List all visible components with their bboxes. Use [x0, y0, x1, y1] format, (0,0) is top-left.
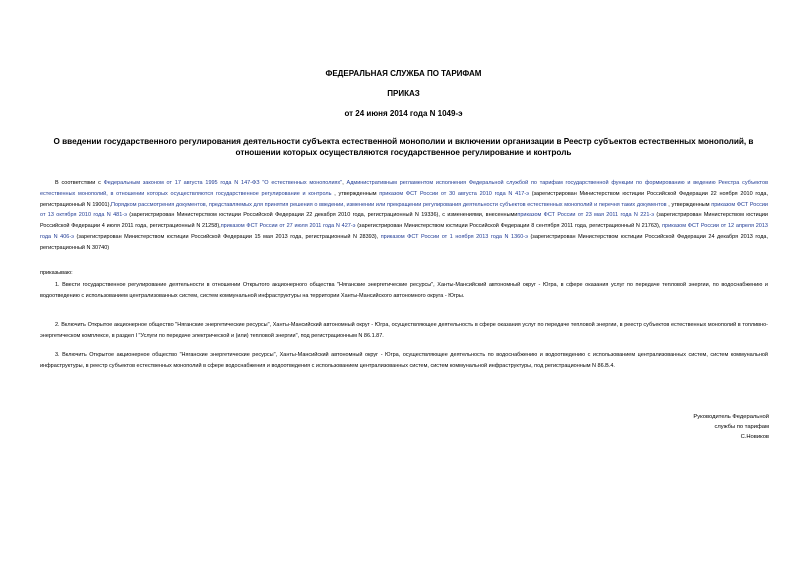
- preamble-text: (зарегистрирован Министерством юстиции Российской Федерации 15 мая 2013 года, регистрационный N 28393),: [73, 233, 381, 240]
- link-order-427[interactable]: приказом ФСТ России от 27 июля 2011 года N 427-э: [220, 223, 356, 230]
- link-order-406[interactable]: приказом ФСТ России от 12 апреля 2013 года N 406-э: [40, 223, 768, 240]
- document-date-number: от 24 июня 2014 года N 1049-э: [344, 109, 463, 118]
- preamble-paragraph: [40, 178, 768, 254]
- signature-block: [569, 412, 769, 442]
- preamble-text: В соответствии с: [55, 180, 104, 186]
- order-item-1: 1. Ввести государственное регулирование деятельности в отношении Открытого акционерного общества "Няганские энергетические ресурсы", Ханты-Мансийский автономный округ - Югра, в сфере оказания услуг по передаче тепловой энергии, по водоснабжению и водоотведению с использованием централизованных систем, систем коммунальной инфраструктуры на территории Ханты-Мансийского автономного округа - Югры.: [40, 282, 768, 299]
- link-admin-regulation[interactable]: Административным регламентом исполнения Федеральной службой по тарифам государственной функции по формированию и ведению Реестра субъектов естественных монополий, в отношении которых осуществляются государственное регулирование и контроль: [40, 180, 768, 197]
- order-word: приказываю:: [40, 270, 73, 276]
- link-order-417[interactable]: приказом ФСТ России от 30 августа 2010 года N 417-э: [379, 190, 529, 197]
- signature-agency: службы по тарифам: [714, 424, 769, 430]
- preamble-text: , утвержденным: [331, 190, 380, 197]
- document-title: О введении государственного регулирования деятельности субъекта естественной монополии и включении организации в Реестр субъектов естественных монополий, в отношении которых осуществляются государственное регулирование и контроль: [53, 137, 754, 157]
- preamble-text: (зарегистрирован Министерством юстиции Российской Федерации 22 декабря 2010 года, регистрационный N 19336), с изменениями, внесенными: [126, 212, 518, 219]
- link-order-221[interactable]: приказом ФСТ России от 23 мая 2011 года N 221-э: [517, 212, 655, 219]
- preamble-text: ,: [342, 180, 347, 186]
- document-type: ПРИКАЗ: [387, 89, 420, 98]
- link-order-481[interactable]: приказом ФСТ России от 13 октября 2010 года N 481-э: [40, 201, 768, 219]
- order-item-2: 2. Включить Открытое акционерное общество "Няганские энергетические ресурсы", Ханты-Мансийский автономный округ - Югра, осуществляющее деятельность в сфере оказания услуг по передаче тепловой энергии, в реестр субъектов естественных монополий в топливно-энергетическом комплексе, в раздел I "Услуги по передаче электрической и (или) тепловой энергии", под регистрационным N 86.1.87.: [40, 322, 768, 339]
- preamble-text: (зарегистрирован Министерством юстиции Российской Федерации 24 декабря 2013 года, регистрационный N 30740): [40, 233, 768, 251]
- order-item-3: 3. Включить Открытое акционерное общество "Няганские энергетические ресурсы", Ханты-Мансийский автономный округ - Югра, осуществляющее деятельность по водоснабжению и водоотведению с использованием централизованных систем, систем коммунальной инфраструктуры, в реестр субъектов естественных монополий в сфере водоснабжения и водоотведения с использованием централизованных систем, систем коммунальной инфраструктуры, под регистрационным N 86.В.4.: [40, 352, 768, 369]
- signature-name: С.Новиков: [740, 434, 769, 440]
- signature-position: Руководитель Федеральной: [693, 414, 769, 420]
- preamble-text: (зарегистрирован Министерством юстиции Российской Федерации 22 ноября 2010 года, регистрационный N 19001),: [40, 190, 768, 208]
- link-federal-law[interactable]: Федеральным законом от 17 августа 1995 года N 147-ФЗ "О естественных монополиях": [103, 180, 343, 186]
- preamble-text: (зарегистрирован Министерством юстиции Российской Федерации 8 сентября 2011 года, регистрационный N 21763),: [355, 223, 663, 230]
- preamble-text: (зарегистрирован Министерством юстиции Российской Федерации 4 июля 2011 года, регистрационный N 21258),: [40, 212, 768, 230]
- link-procedure[interactable]: Порядком рассмотрения документов, представляемых для принятия решения о введении, изменении или прекращении регулирования деятельности субъектов естественных монополий и перечня таких документов: [110, 201, 667, 208]
- agency-name: ФЕДЕРАЛЬНАЯ СЛУЖБА ПО ТАРИФАМ: [325, 69, 482, 78]
- preamble-text: , утвержденным: [666, 201, 712, 208]
- link-order-1360[interactable]: приказом ФСТ России от 1 ноября 2013 года N 1360-э: [380, 233, 528, 240]
